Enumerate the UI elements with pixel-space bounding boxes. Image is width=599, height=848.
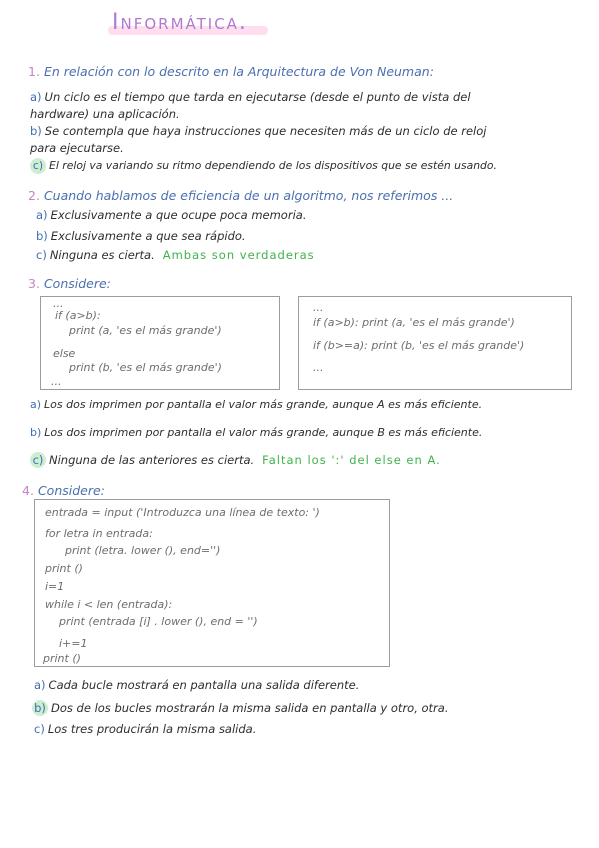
q3-option-c-label-highlighted: c): [30, 452, 46, 468]
q4-option-c-text: Los tres producirán la misma salida.: [47, 722, 257, 736]
code-line: ...: [51, 375, 62, 388]
question-4: [22, 483, 105, 498]
code-line: print (entrada [i] . lower (), end = ''): [59, 615, 258, 628]
q4-option-b-text: Dos de los bucles mostrarán la misma salida en pantalla y otro, otra.: [51, 701, 449, 715]
question-4-number: 4.: [22, 483, 34, 498]
q4-option-b: [32, 700, 449, 716]
question-4-text: Considere:: [37, 483, 105, 498]
question-1-text: En relación con lo descrito en la Arquitectura de Von Neuman:: [43, 64, 434, 79]
q2-option-b-label: b): [36, 229, 48, 243]
code-box-b: [298, 296, 572, 390]
code-line: i+=1: [59, 637, 88, 650]
q4-option-c: [34, 722, 256, 736]
code-line: entrada = input ('Introduzca una línea de texto: '): [45, 506, 320, 519]
question-3-text: Considere:: [43, 276, 111, 291]
code-line: if (a>b):: [55, 309, 101, 322]
code-line: while i < len (entrada):: [45, 598, 173, 611]
q1-option-b: [30, 124, 486, 138]
code-line: print (letra. lower (), end=''): [65, 544, 221, 557]
code-line: else: [53, 347, 76, 360]
q2-option-c-text: Ninguna es cierta.: [49, 248, 155, 262]
q3-option-a: [30, 398, 482, 411]
q1-option-a-label: a): [30, 90, 42, 104]
q1-option-c: [30, 158, 497, 174]
q4-option-a: [34, 678, 359, 692]
question-1-number: 1.: [28, 64, 40, 79]
q3-answer-note: Faltan los ':' del else en A.: [262, 453, 441, 467]
q3-option-c: [30, 452, 441, 468]
question-2-text: Cuando hablamos de eficiencia de un algoritmo, nos referimos ...: [43, 188, 454, 203]
code-line: ...: [313, 301, 324, 314]
code-box-q4: [34, 499, 390, 667]
q3-option-b-label: b): [30, 426, 42, 439]
question-2-number: 2.: [28, 188, 40, 203]
q1-option-a: [30, 90, 471, 104]
q2-answer-note: Ambas son verdaderas: [162, 248, 315, 262]
code-line: print (b, 'es el más grande'): [69, 361, 222, 374]
q3-option-b-text: Los dos imprimen por pantalla el valor más grande, aunque B es más eficiente.: [44, 426, 483, 439]
q2-option-a: [36, 208, 306, 222]
code-line: if (b>=a): print (b, 'es el más grande'): [313, 339, 525, 352]
q3-option-b: [30, 426, 482, 439]
q2-option-b: [36, 229, 246, 243]
code-line: for letra in entrada:: [45, 527, 153, 540]
q4-option-c-label: c): [34, 722, 45, 736]
code-line: print (): [45, 562, 83, 575]
code-box-a: [40, 296, 280, 390]
code-line: if (a>b): print (a, 'es el más grande'): [313, 316, 515, 329]
q1-option-b-label: b): [30, 124, 42, 138]
q2-option-a-text: Exclusivamente a que ocupe poca memoria.: [50, 208, 307, 222]
q3-option-a-text: Los dos imprimen por pantalla el valor más grande, aunque A es más eficiente.: [44, 398, 483, 411]
q1-option-c-text: El reloj va variando su ritmo dependiendo de los dispositivos que se estén usando.: [49, 159, 497, 172]
code-line: ...: [53, 297, 64, 310]
question-3-number: 3.: [28, 276, 40, 291]
q3-option-c-text: Ninguna de las anteriores es cierta.: [49, 453, 255, 467]
q4-option-b-label-highlighted: b): [32, 700, 48, 716]
q2-option-a-label: a): [36, 208, 48, 222]
page-title: Informática.: [112, 10, 248, 35]
q1-option-b-text: Se contempla que haya instrucciones que necesiten más de un ciclo de reloj: [44, 124, 487, 138]
question-3: [28, 276, 111, 291]
q2-option-c-label: c): [36, 248, 47, 262]
question-1: [28, 64, 434, 79]
q1-option-a-text: Un ciclo es el tiempo que tarda en ejecutarse (desde el punto de vista del: [44, 90, 471, 104]
code-line: print (a, 'es el más grande'): [69, 324, 222, 337]
code-line: print (): [43, 652, 81, 665]
code-line: i=1: [45, 580, 65, 593]
q4-option-a-label: a): [34, 678, 46, 692]
q1-option-c-label-highlighted: c): [30, 158, 46, 174]
code-line: ...: [313, 361, 324, 374]
q2-option-b-text: Exclusivamente a que sea rápido.: [50, 229, 246, 243]
question-2: [28, 188, 453, 203]
q2-option-c: [36, 248, 315, 262]
q1-option-b-cont: para ejecutarse.: [30, 141, 124, 155]
q3-option-a-label: a): [30, 398, 42, 411]
q4-option-a-text: Cada bucle mostrará en pantalla una salida diferente.: [48, 678, 360, 692]
q1-option-a-cont: hardware) una aplicación.: [30, 107, 180, 121]
